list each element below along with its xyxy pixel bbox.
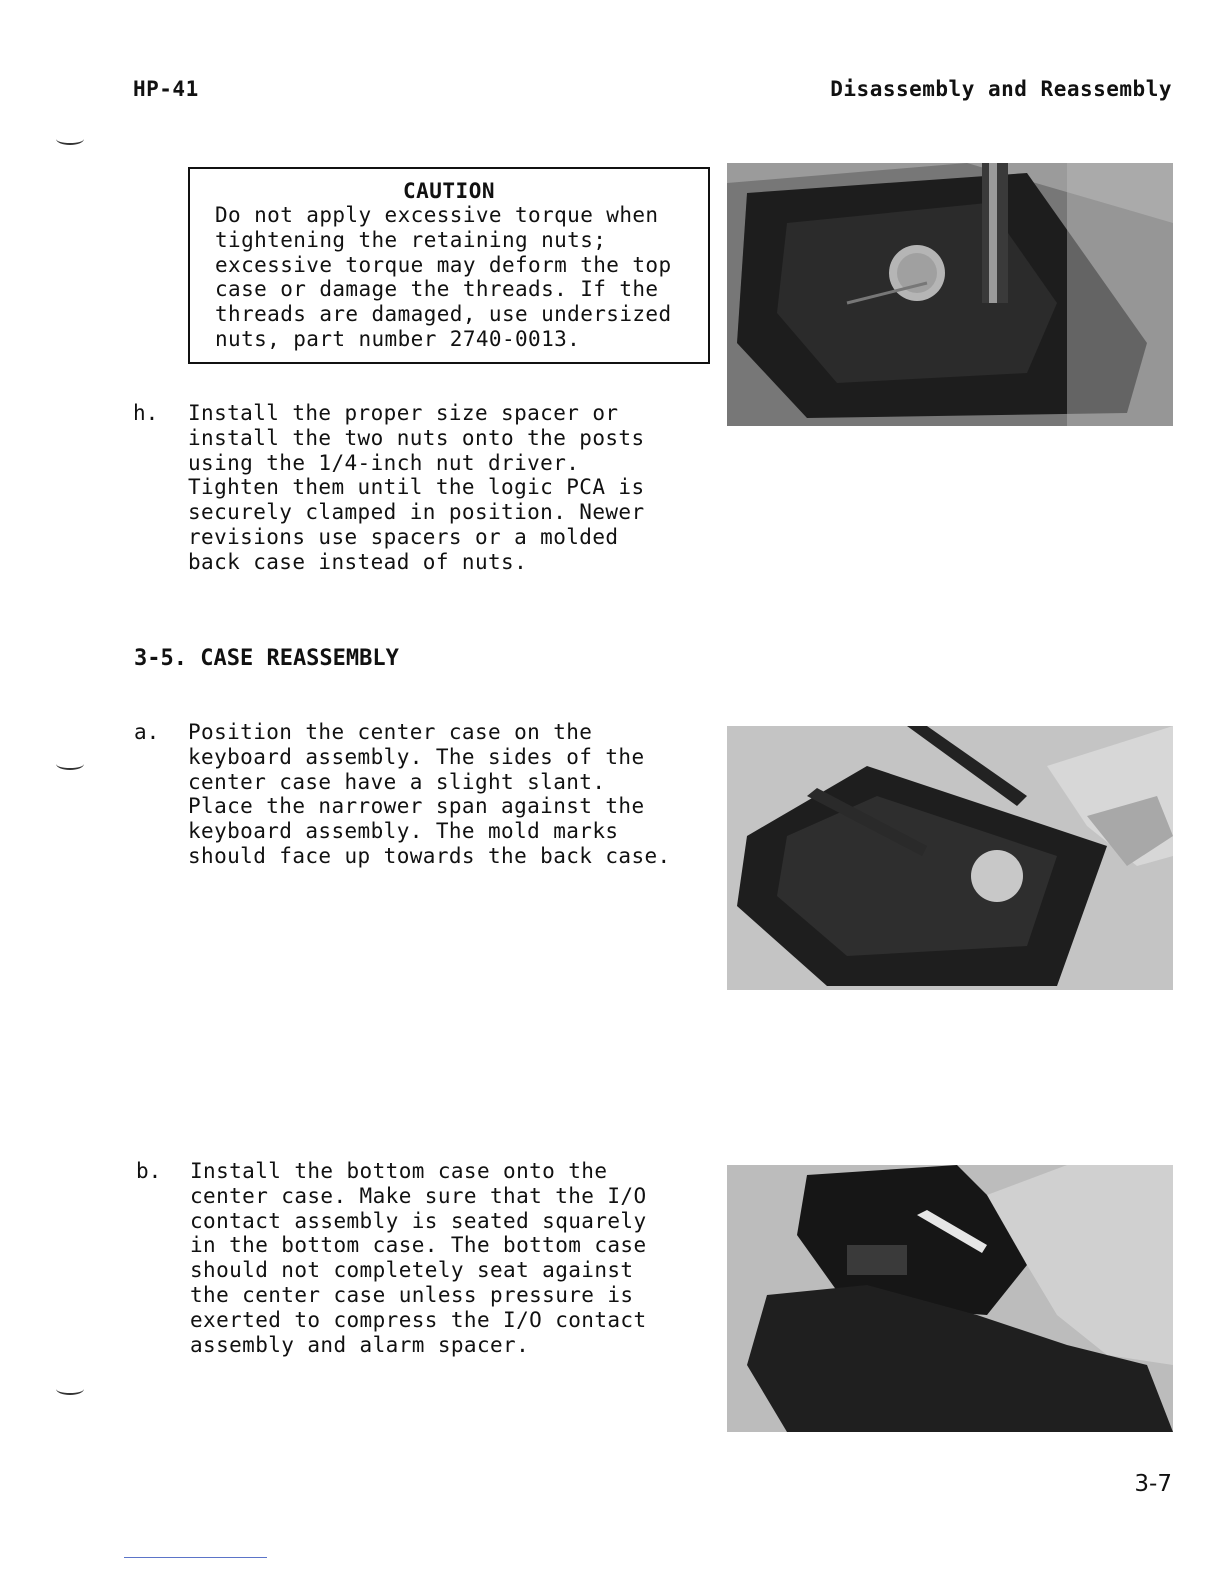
caution-title: CAUTION (402, 179, 495, 203)
step-text: Install the bottom case onto the center case. Make sure that the I/O contact assembly is seated squarely in the bottom case. The bottom case should not completely seat against the center case unless pressure is exerted to compress the I/O contact assembly and alarm spacer. (190, 1159, 647, 1357)
photo-center-case-drawing (727, 726, 1173, 990)
step-marker: b. (136, 1159, 162, 1183)
binding-mark (56, 758, 84, 770)
running-header-left: HP-41 (133, 77, 199, 101)
step-text: Position the center case on the keyboard assembly. The sides of the center case have a slight slant. Place the narrower span against the keyboard assembly. The mold marks should face up towards the back case. (188, 720, 671, 868)
step-text: Install the proper size spacer or install the two nuts onto the posts using the 1/4-inch nut driver. Tighten them until the logic PCA is securely clamped in position. Newer revisions use spacers or a molded back case instead of nuts. (188, 401, 645, 574)
caution-text: Do not apply excessive torque when tightening the retaining nuts; excessive torque may deform the top case or damage the threads. If the threads are damaged, use undersized nuts, part number 2740-0013. (215, 203, 672, 351)
photo-bottom-case-drawing (727, 1165, 1173, 1432)
step-marker: a. (134, 720, 160, 744)
photo-bottom-case (727, 1165, 1173, 1432)
photo-center-case (727, 726, 1173, 990)
step-marker: h. (133, 401, 159, 425)
section-heading: 3-5. CASE REASSEMBLY (134, 646, 399, 671)
page-number: 3-7 (1134, 1471, 1172, 1497)
photo-nut-driver (727, 163, 1173, 426)
caution-box (188, 167, 710, 364)
photo-nut-driver-drawing (727, 163, 1173, 426)
running-header-right: Disassembly and Reassembly (830, 77, 1172, 101)
binding-mark (56, 1383, 84, 1395)
binding-mark (56, 133, 84, 145)
footer-rule (124, 1557, 267, 1558)
